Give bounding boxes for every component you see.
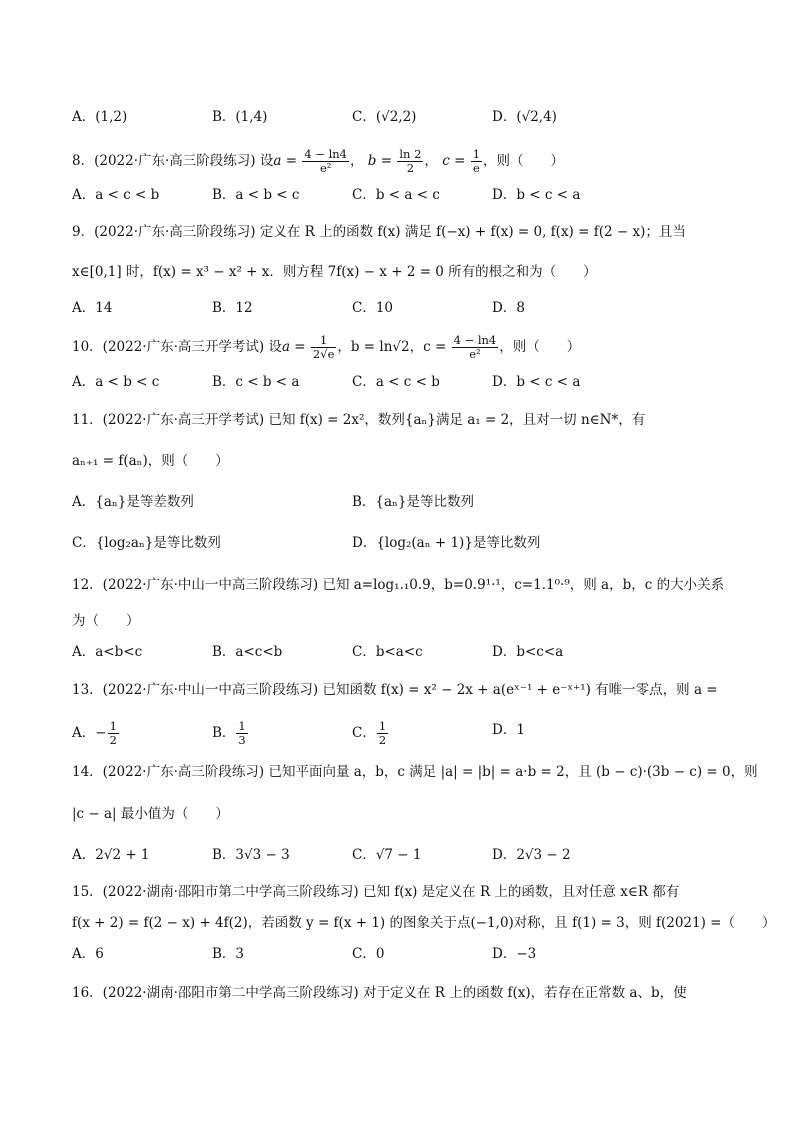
q9-option-b: B．12 bbox=[212, 300, 253, 316]
q10-option-d: D．b < c < a bbox=[492, 374, 581, 390]
q13-option-b: B． $\frac{1}{3}$ bbox=[212, 719, 246, 747]
q11-option-c: C．{log₂aₙ}是等比数列 bbox=[72, 535, 221, 551]
q10-option-a: A．a < b < c bbox=[72, 374, 160, 390]
q12-option-d: D．b<c<a bbox=[492, 644, 564, 660]
q13-option-c: C． $\frac{1}{2}$ bbox=[352, 719, 387, 747]
q12-stem-line2: 为（ ） bbox=[72, 613, 140, 629]
q11-option-b: B．{aₙ}是等比数列 bbox=[352, 494, 474, 510]
q7-option-b: B．(1,4) bbox=[212, 109, 268, 125]
q7-options bbox=[72, 107, 738, 127]
q9-options bbox=[72, 298, 738, 318]
q8-c-fraction: $\frac{1}{e}$ bbox=[472, 147, 481, 175]
q14-option-a: A．2√2 + 1 bbox=[72, 847, 150, 863]
q12-option-a: A．a<b<c bbox=[72, 644, 143, 660]
q13-option-a: A．− $\frac{1}{2}$ bbox=[72, 719, 117, 747]
q11-options-row2 bbox=[72, 533, 738, 553]
q14-stem-line1: 14．(2022·广东·高三阶段练习) 已知平面向量 a，b，c 满足 |a| = |b| = a·b = 2，且 (b − c)·(3b − c) = 0，则 bbox=[72, 764, 758, 780]
q10-c-fraction: $\frac{4 - \ln 4}{\text{e²}}$ bbox=[453, 333, 497, 361]
q10-prefix: 10．(2022·广东·高三开学考试) 设 bbox=[72, 339, 282, 355]
q9-option-d: D．8 bbox=[492, 300, 525, 316]
q8-stem: 8．(2022·广东·高三阶段练习) 设a = $\frac{4 - \ln 4}{\text{e²}}$ ， b = $\frac{\ln 2}{2}$ ， c = $\frac{1}{e}$ ，则（ ） bbox=[72, 147, 565, 175]
q15-option-c: C．0 bbox=[352, 946, 385, 962]
q7-option-a: A．(1,2) bbox=[72, 109, 128, 125]
q8-b-fraction: $\frac{\ln 2}{2}$ bbox=[399, 147, 422, 175]
q10-options bbox=[72, 372, 738, 392]
q11-option-a: A．{aₙ}是等差数列 bbox=[72, 494, 194, 510]
q16-stem-line1: 16．(2022·湖南·邵阳市第二中学高三阶段练习) 对于定义在 R 上的函数 f(x)，若存在正常数 a、b，使 bbox=[72, 985, 687, 1001]
q15-stem-line1: 15．(2022·湖南·邵阳市第二中学高三阶段练习) 已知 f(x) 是定义在 R 上的函数，且对任意 x∈R 都有 bbox=[72, 884, 680, 900]
q12-options bbox=[72, 642, 738, 662]
q8-a-fraction: $\frac{4 - \ln 4}{\text{e²}}$ bbox=[304, 147, 347, 175]
q14-option-d: D．2√3 − 2 bbox=[492, 847, 571, 863]
q8-option-a: A．a < c < b bbox=[72, 187, 160, 203]
q11-stem-line1: 11．(2022·广东·高三开学考试) 已知 f(x) = 2x²，数列{aₙ}满足 a₁ = 2，且对一切 n∈N*，有 bbox=[72, 412, 646, 428]
q11-options-row1 bbox=[72, 492, 738, 512]
q13-option-d: D．1 bbox=[492, 722, 525, 738]
q9-stem-line2: x∈[0,1] 时，f(x) = x³ − x² + x．则方程 7f(x) − x + 2 = 0 所有的根之和为（ ） bbox=[72, 264, 597, 280]
q14-options bbox=[72, 845, 738, 865]
q12-stem-line1: 12．(2022·广东·中山一中高三阶段练习) 已知 a=log₁.₁0.9，b=0.9¹·¹，c=1.1⁰·⁹，则 a，b，c 的大小关系 bbox=[72, 577, 725, 593]
q10-stem: 10．(2022·广东·高三开学考试) 设a = $\frac{1}{2√e}$ ，b = ln√2，c = $\frac{4 - \ln 4}{\text{e²}}$ ，则（ ） bbox=[72, 333, 581, 361]
q9-stem-line1: 9．(2022·广东·高三阶段练习) 定义在 R 上的函数 f(x) 满足 f(−x) + f(x) = 0, f(x) = f(2 − x)；且当 bbox=[72, 224, 686, 240]
q10-tail: ，则（ ） bbox=[499, 339, 581, 355]
q9-option-a: A．14 bbox=[72, 300, 113, 316]
q15-option-d: D．−3 bbox=[492, 946, 537, 962]
q15-stem-line2: f(x + 2) = f(2 − x) + 4f(2)，若函数 y = f(x + 1) 的图象关于点(−1,0)对称，且 f(1) = 3，则 f(2021) =（ ） bbox=[72, 915, 776, 931]
q15-options bbox=[72, 944, 738, 964]
q8-option-c: C．b < a < c bbox=[352, 187, 440, 203]
q10-option-b: B．c < b < a bbox=[212, 374, 300, 390]
q12-option-b: B．a<c<b bbox=[212, 644, 283, 660]
q7-option-c: C．(√2,2) bbox=[352, 109, 417, 125]
q11-option-d: D．{log₂(aₙ + 1)}是等比数列 bbox=[352, 535, 541, 551]
q13-stem: 13．(2022·广东·中山一中高三阶段练习) 已知函数 f(x) = x² − 2x + a(eˣ⁻¹ + e⁻ˣ⁺¹) 有唯一零点，则 a = bbox=[72, 682, 718, 698]
q8-option-b: B．a < b < c bbox=[212, 187, 300, 203]
q9-option-c: C．10 bbox=[352, 300, 394, 316]
q12-option-c: C．b<a<c bbox=[352, 644, 423, 660]
q10-b-text: ，b = ln√2，c = bbox=[337, 339, 447, 355]
q8-tail: ，则（ ） bbox=[483, 153, 565, 169]
q14-option-c: C．√7 − 1 bbox=[352, 847, 422, 863]
q10-a-fraction: $\frac{1}{2√e}$ bbox=[312, 333, 335, 361]
q14-option-b: B．3√3 − 3 bbox=[212, 847, 290, 863]
q11-stem-line2: aₙ₊₁ = f(aₙ)，则（ ） bbox=[72, 453, 229, 469]
q8-prefix: 8．(2022·广东·高三阶段练习) 设 bbox=[72, 153, 274, 169]
q8-option-d: D．b < c < a bbox=[492, 187, 581, 203]
q15-option-a: A．6 bbox=[72, 946, 104, 962]
q14-stem-line2: |c − a| 最小值为（ ） bbox=[72, 806, 229, 822]
q13-options bbox=[72, 719, 738, 747]
q8-options bbox=[72, 185, 738, 205]
q15-option-b: B．3 bbox=[212, 946, 245, 962]
q7-option-d: D．(√2,4) bbox=[492, 109, 557, 125]
q10-option-c: C．a < c < b bbox=[352, 374, 440, 390]
